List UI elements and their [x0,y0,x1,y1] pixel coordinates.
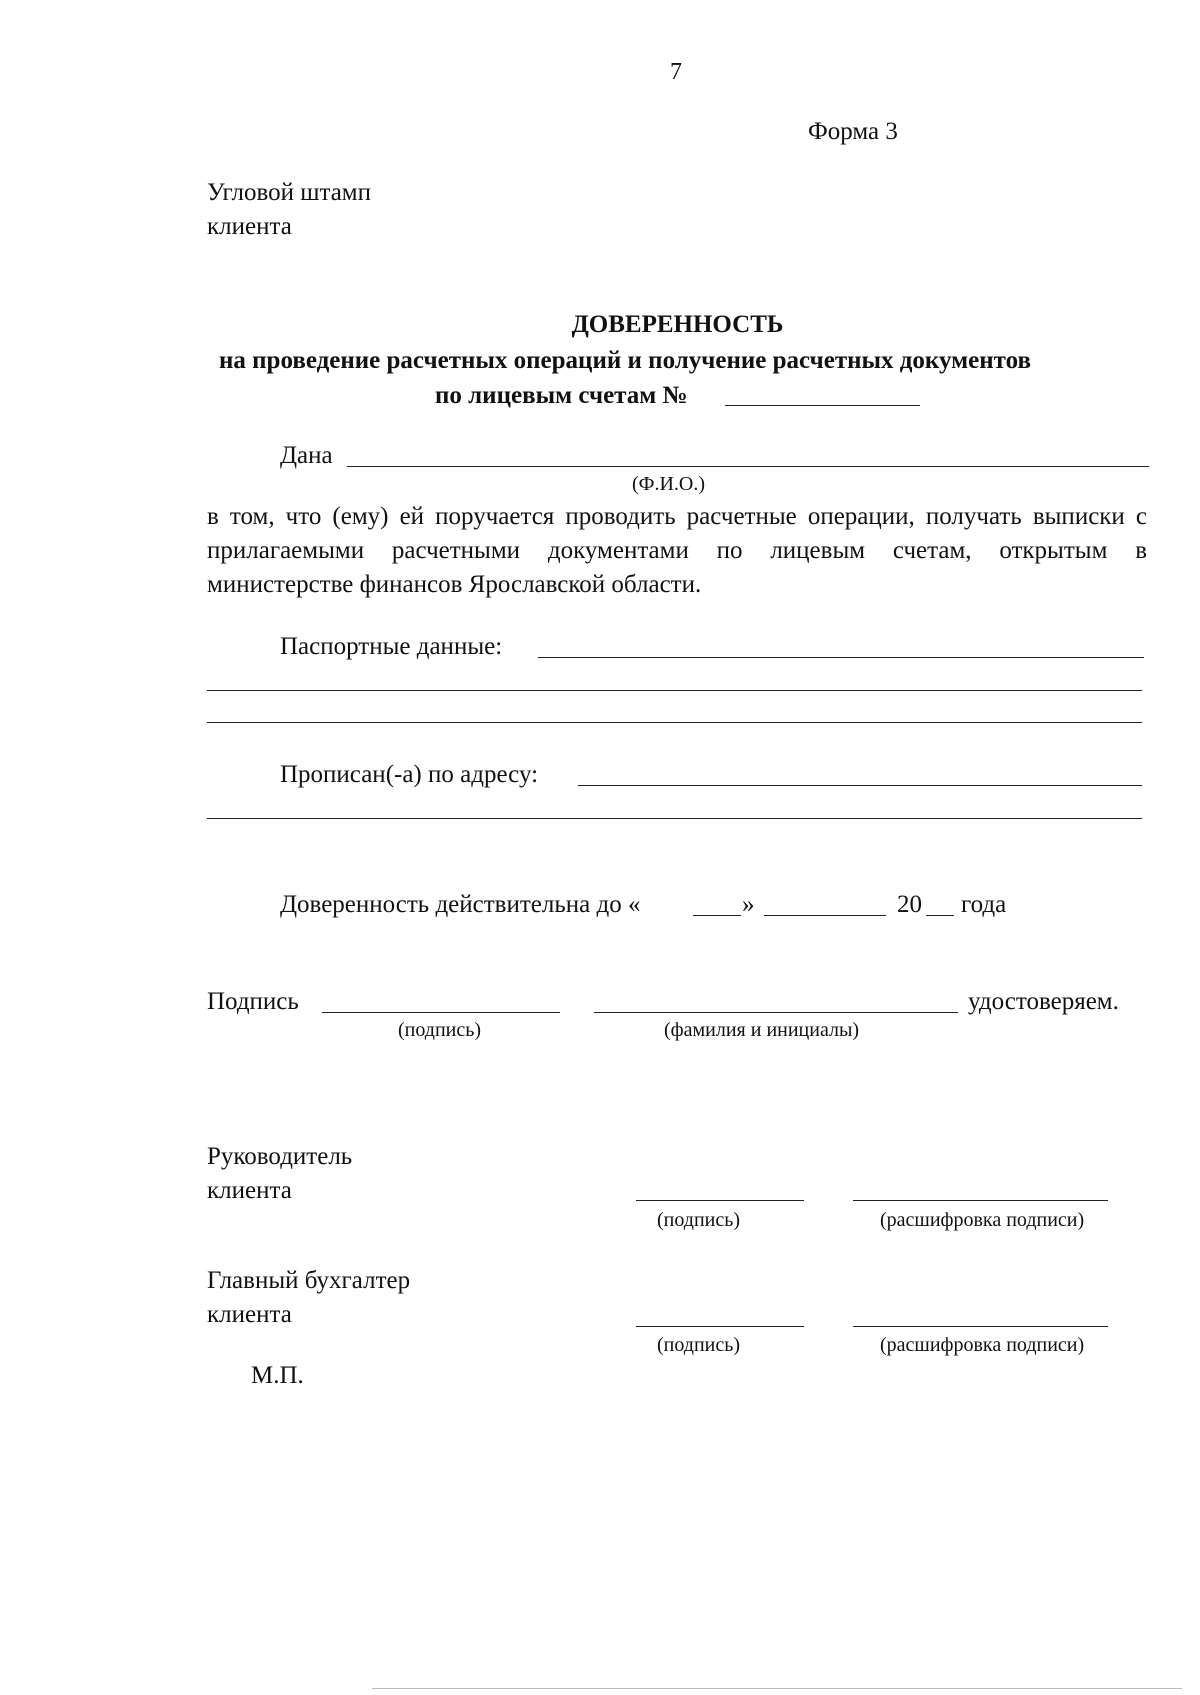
form-label: Форма 3 [808,118,898,145]
signature-field[interactable] [322,1012,560,1013]
validity-year-prefix: 20 [897,891,922,918]
address-field-2[interactable] [207,818,1142,819]
account-number-field[interactable] [725,405,920,406]
signature-name-field[interactable] [594,1012,958,1013]
head-decoding-caption: (расшифровка подписи) [880,1209,1085,1231]
fio-caption: (Ф.И.О.) [632,473,706,495]
accountant-decoding-caption: (расшифровка подписи) [880,1334,1085,1356]
signature-name-caption: (фамилия и инициалы) [664,1019,860,1041]
accountant-label-line-2: клиента [207,1301,292,1328]
page-number: 7 [670,59,682,85]
validity-close-quote: » [742,891,755,918]
accountant-decoding-field[interactable] [853,1326,1108,1327]
validity-suffix: года [961,891,1007,918]
validity-prefix: Доверенность действительна до « [280,891,641,918]
corner-stamp-line-1: Угловой штамп [207,179,372,206]
validity-month-field[interactable] [764,915,886,916]
stamp-place: М.П. [251,1362,304,1389]
address-label: Прописан(-а) по адресу: [280,761,539,788]
accountant-signature-caption: (подпись) [657,1334,741,1356]
document-subtitle-line-1: на проведение расчетных операций и получение расчетных документов [219,347,1031,374]
head-label-line-1: Руководитель [207,1143,353,1170]
head-decoding-field[interactable] [853,1200,1108,1201]
document-title: ДОВЕРЕННОСТЬ [571,311,784,338]
document-subtitle-line-2: по лицевым счетам № [435,382,688,409]
passport-field-1[interactable] [538,657,1144,658]
body-paragraph: в том, что (ему) ей поручается проводить расчетные операции, получать выписки с прилагаемыми расчетными документами по лицевым счетам, открытым в министерстве финансов Ярославской области. [207,503,1147,598]
passport-field-3[interactable] [207,722,1142,723]
given-label: Дана [280,442,333,469]
accountant-label-line-1: Главный бухгалтер [207,1267,411,1294]
scan-edge-line [372,1688,1182,1689]
validity-year-field[interactable] [926,915,954,916]
signature-label: Подпись [207,988,299,1015]
fio-field[interactable] [347,466,1149,467]
corner-stamp-line-2: клиента [207,213,292,240]
signature-caption: (подпись) [398,1019,482,1041]
head-label-line-2: клиента [207,1177,292,1204]
validity-day-field[interactable] [693,915,741,916]
head-signature-field[interactable] [636,1200,804,1201]
passport-label: Паспортные данные: [280,633,503,660]
accountant-signature-field[interactable] [636,1326,804,1327]
head-signature-caption: (подпись) [657,1209,741,1231]
address-field-1[interactable] [578,785,1142,786]
passport-field-2[interactable] [207,690,1142,691]
certify-text: удостоверяем. [968,988,1119,1015]
